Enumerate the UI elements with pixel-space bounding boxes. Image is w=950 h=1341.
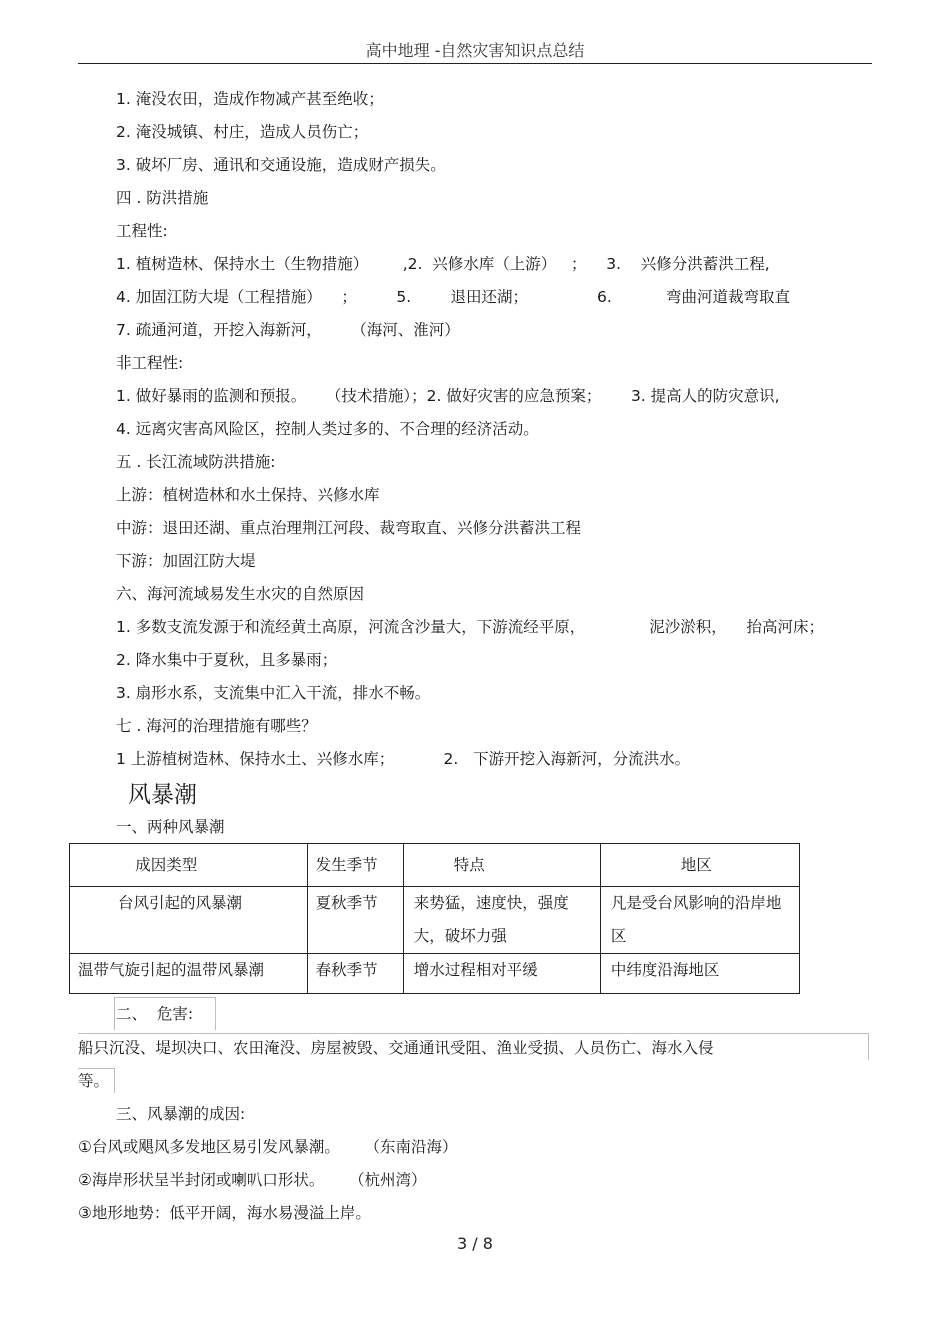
section7-title: 七 . 海河的治理措施有哪些？ [116,717,317,735]
storm-sub2-title: 二、 危害: [116,1005,194,1023]
table-cell-season: 夏秋季节 [307,887,403,954]
storm-surge-table [69,843,800,994]
table-cell-region: 中纬度沿海地区 [600,954,799,994]
table-cell-season: 春秋季节 [307,954,403,994]
table-cell-region: 凡是受台风影响的沿岸地区 [600,887,799,954]
section5-downstream: 下游：加固江防大堤 [116,552,256,570]
table-cell-feature: 增水过程相对平缓 [403,954,600,994]
storm-surge-heading: 风暴潮 [128,782,197,808]
table-header-season: 发生季节 [307,844,403,887]
table-cell-cause: 台风引起的风暴潮 [70,887,308,954]
engineering-line-3: 7. 疏通河道，开挖入海新河， （海河、淮河） [116,321,460,339]
table-row [70,887,800,954]
engineering-line-2: 4. 加固江防大堤（工程措施） ； 5. 退田还湖； 6. 弯曲河道裁弯取直 [116,288,791,306]
page-number: 3 / 8 [457,1234,493,1253]
section6-item-2: 2. 降水集中于夏秋，且多暴雨； [116,651,338,669]
engineering-label: 工程性: [116,222,168,240]
table-cell-cause: 温带气旋引起的温带风暴潮 [70,954,308,994]
flood-effect-2: 2. 淹没城镇、村庄，造成人员伤亡； [116,123,369,141]
harm-line-2: 等。 [78,1072,110,1090]
section7-item-1: 1 上游植树造林、保持水土、兴修水库； 2. 下游开挖入海新河，分流洪水。 [116,750,691,768]
table-header-feature: 特点 [403,844,600,887]
storm-cause-3: ③地形地势：低平开阔，海水易漫溢上岸。 [78,1204,371,1222]
engineering-line-1: 1. 植树造林、保持水土（生物措施） ,2. 兴修水库（上游） ； 3. 兴修分洪蓄洪工程, [116,255,770,273]
harm-line-1: 船只沉没、堤坝决口、农田淹没、房屋被毁、交通通讯受阻、渔业受损、人员伤亡、海水入侵 [78,1039,714,1057]
header-divider [78,63,872,64]
section6-item-3: 3. 扇形水系，支流集中汇入干流，排水不畅。 [116,684,431,702]
table-header-cause: 成因类型 [70,844,308,887]
section4-title: 四 . 防洪措施 [116,189,209,207]
storm-sub3-title: 三、风暴潮的成因: [116,1105,246,1123]
storm-cause-1: ①台风或飓风多发地区易引发风暴潮。 （东南沿海） [78,1138,458,1156]
section5-title: 五 . 长江流域防洪措施: [116,453,276,471]
page-header-title: 高中地理 -自然灾害知识点总结 [365,41,585,60]
flood-effect-3: 3. 破坏厂房、通讯和交通设施，造成财产损失。 [116,156,446,174]
table-header-row [70,844,800,887]
flood-effect-1: 1. 淹没农田，造成作物减产甚至绝收； [116,90,384,108]
storm-sub1-title: 一、两种风暴潮 [116,818,225,836]
storm-cause-2: ②海岸形状呈半封闭或喇叭口形状。 （杭州湾） [78,1171,427,1189]
table-header-region: 地区 [600,844,799,887]
section5-midstream: 中游：退田还湖、重点治理荆江河段、裁弯取直、兴修分洪蓄洪工程 [116,519,582,537]
table-row [70,954,800,994]
non-engineering-label: 非工程性: [116,354,184,372]
section5-upstream: 上游：植树造林和水土保持、兴修水库 [116,486,380,504]
section6-item-1: 1. 多数支流发源于和流经黄土高原，河流含沙量大，下游流经平原， 泥沙淤积， 抬高河床； [116,618,824,636]
section6-title: 六、海河流域易发生水灾的自然原因 [116,585,365,603]
non-engineering-line-2: 4. 远离灾害高风险区，控制人类过多的、不合理的经济活动。 [116,420,539,438]
table-cell-feature: 来势猛，速度快，强度大，破坏力强 [403,887,600,954]
non-engineering-line-1: 1. 做好暴雨的监测和预报。 （技术措施）；2. 做好灾害的应急预案； 3. 提高人的防灾意识, [116,387,780,405]
